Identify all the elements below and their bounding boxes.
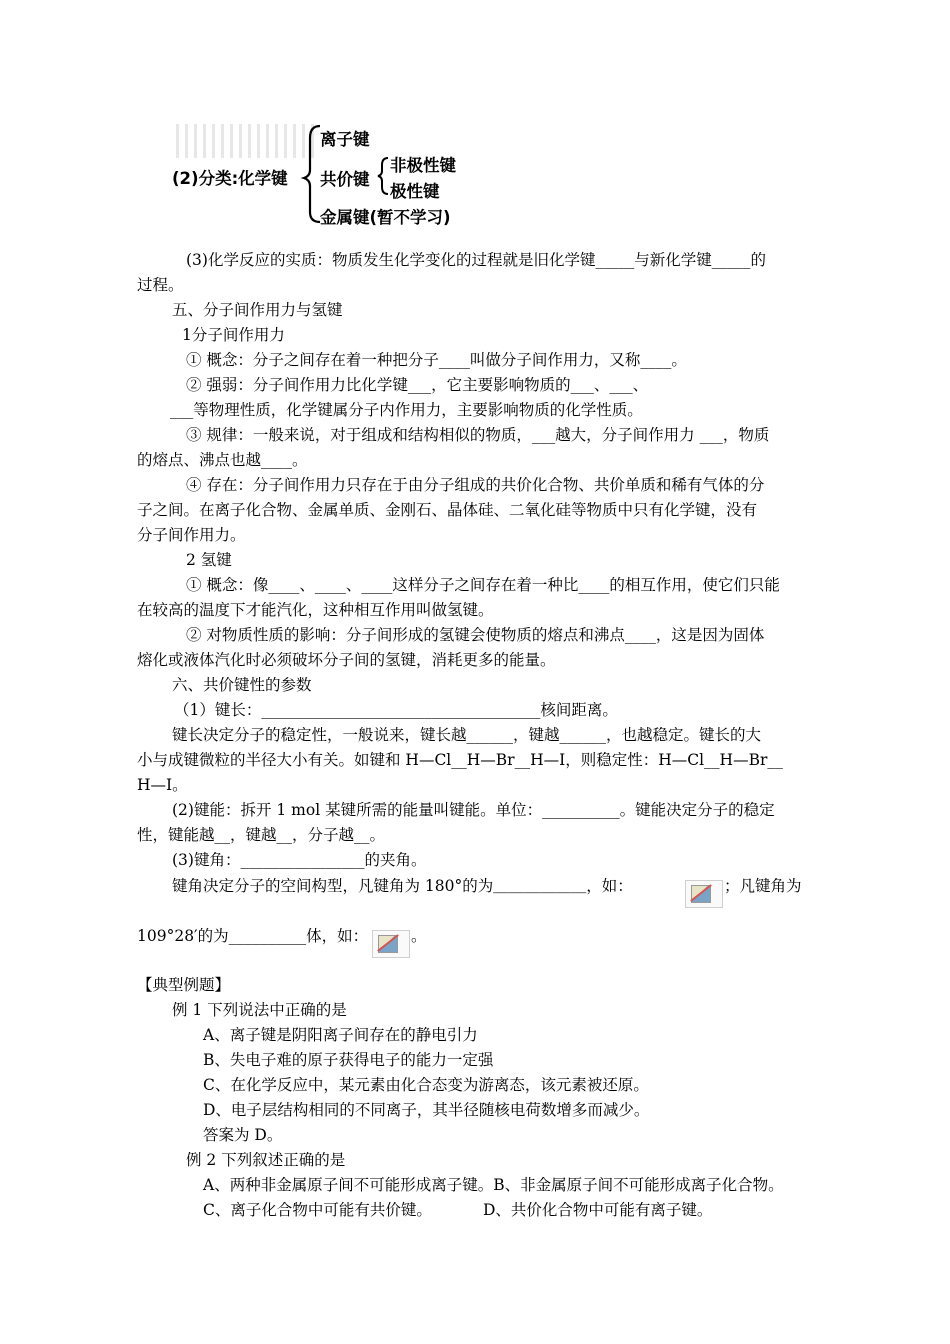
text-line: 在较高的温度下才能汽化，这种相互作用叫做氢键。	[137, 601, 494, 619]
large-brace	[304, 126, 320, 222]
text-line: ③ 规律：一般来说，对于组成和结构相似的物质，___越大，分子间作用力 ___，物质	[186, 426, 770, 444]
broken-image-icon	[685, 880, 723, 908]
polar-bond-label: 极性键	[390, 182, 440, 201]
examples-heading: 【典型例题】	[137, 976, 231, 994]
option-d: D、共价化合物中可能有离子键。	[483, 1201, 713, 1219]
option-c: C、离子化合物中可能有共价键。	[203, 1201, 432, 1219]
section-heading: 六、共价键性的参数	[172, 676, 312, 694]
text-line: ④ 存在：分子间作用力只存在于由分子组成的共价化合物、共价单质和稀有气体的分	[186, 476, 765, 494]
example-question: 例 1 下列说法中正确的是	[172, 1001, 347, 1019]
subsection-heading: 2 氢键	[186, 551, 232, 569]
text-line: ② 对物质性质的影响：分子间形成的氢键会使物质的熔点和沸点____，这是因为固体	[186, 626, 765, 644]
text-line: 。	[411, 927, 427, 945]
subsection-heading: 1分子间作用力	[182, 326, 285, 344]
answer-line: 答案为 D。	[203, 1126, 283, 1144]
text-line: （1）键长：____________________________________核间距离。	[174, 701, 618, 719]
reaction-essence-line: (3)化学反应的实质：物质发生化学变化的过程就是旧化学键_____与新化学键_____的	[186, 251, 766, 269]
metallic-bond-label: 金属键(暂不学习)	[320, 208, 451, 227]
text-line: 过程。	[137, 276, 184, 294]
text-line: ___等物理性质，化学键属分子内作用力，主要影响物质的化学性质。	[170, 401, 643, 419]
small-brace	[378, 158, 388, 194]
text-line: (2)键能：拆开 1 mol 某键所需的能量叫键能。单位：__________。键能决定分子的稳定	[172, 801, 775, 819]
option-a: A、离子键是阴阳离子间存在的静电引力	[203, 1026, 478, 1044]
text-line: 熔化或液体汽化时必须破坏分子间的氢键，消耗更多的能量。	[137, 651, 556, 669]
text-line: ① 概念：像____、____、____这样分子之间存在着一种比____的相互作用，使它们只能	[186, 576, 780, 594]
option-d: D、电子层结构相同的不同离子，其半径随核电荷数增多而减少。	[203, 1101, 650, 1119]
nonpolar-bond-label: 非极性键	[390, 156, 456, 175]
example-question: 例 2 下列叙述正确的是	[186, 1151, 346, 1169]
text-line: 的熔点、沸点也越____。	[137, 451, 308, 469]
text-line: 键长决定分子的稳定性，一般说来，键长越______，键越______，也越稳定。键长的大	[172, 726, 762, 744]
text-line: 分子间作用力。	[137, 526, 246, 544]
ionic-bond-label: 离子键	[320, 130, 370, 149]
option-ab: A、两种非金属原子间不可能形成离子键。B、非金属原子间不可能形成离子化合物。	[203, 1176, 784, 1194]
broken-image-icon	[372, 930, 410, 958]
option-c: C、在化学反应中，某元素由化合态变为游离态，该元素被还原。	[203, 1076, 649, 1094]
text-line: (3)键角：________________的夹角。	[172, 851, 427, 869]
bond-classification-diagram	[170, 118, 490, 230]
text-line: ；凡键角为	[724, 877, 802, 895]
text-line: 109°28′的为__________体，如：	[137, 927, 369, 945]
text-line: H—I。	[137, 776, 188, 794]
text-line: ① 概念：分子之间存在着一种把分子____叫做分子间作用力，又称____。	[186, 351, 687, 369]
classification-lead: (2)分类:化学键	[172, 169, 288, 188]
text-line: 小与成键微粒的半径大小有关。如键和 H—Cl__H—Br__H—I，则稳定性：H—Cl__H—Br__	[137, 751, 783, 769]
section-heading: 五、分子间作用力与氢键	[172, 301, 343, 319]
text-line: 子之间。在离子化合物、金属单质、金刚石、晶体硅、二氧化硅等物质中只有化学键，没有	[137, 501, 758, 519]
text-line: ② 强弱：分子间作用力比化学键___，它主要影响物质的___、___、	[186, 376, 649, 394]
covalent-bond-label: 共价键	[320, 170, 370, 189]
option-b: B、失电子难的原子获得电子的能力一定强	[203, 1051, 494, 1069]
text-line: 性，键能越__，键越__，分子越__。	[137, 826, 386, 844]
text-line: 键角决定分子的空间构型，凡键角为 180°的为＿＿＿＿＿＿，如：	[172, 877, 633, 895]
